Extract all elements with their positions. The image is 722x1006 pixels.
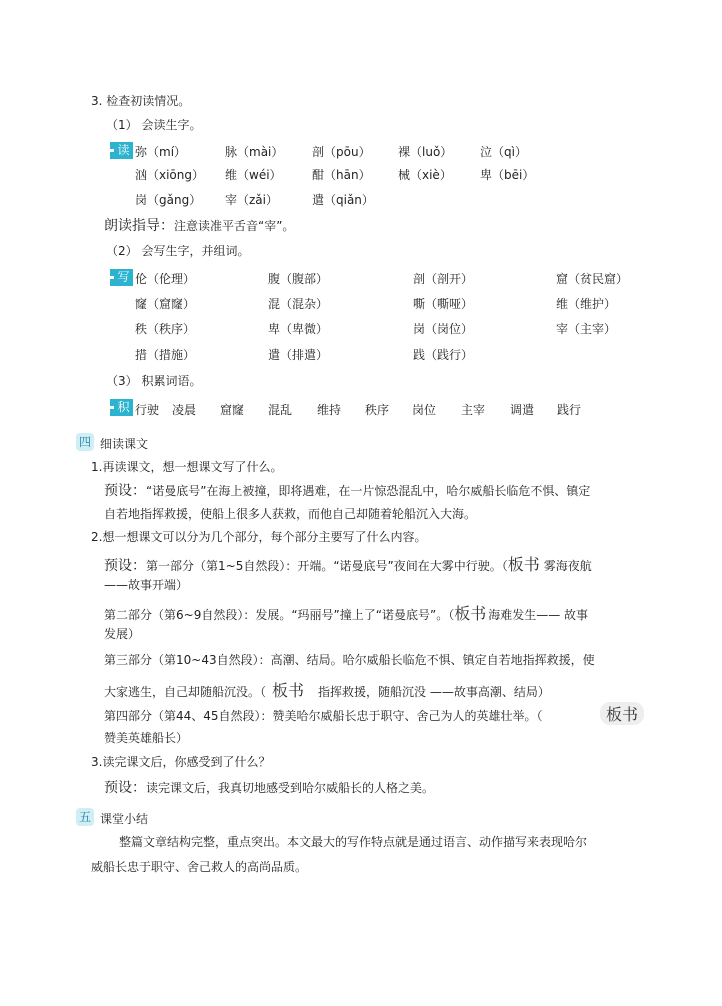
- pinyin-item: 遣（qiǎn）: [312, 193, 374, 207]
- vocab-item: 行驶: [135, 403, 160, 417]
- part-2-board: 海难发生—— 故事: [488, 608, 589, 622]
- board-label: 板书: [272, 681, 305, 700]
- word-item: 剖（剖开）: [413, 272, 474, 286]
- item-2-heading: （2） 会写生字，并组词。: [106, 244, 250, 258]
- pinyin-item: 剖（pōu）: [312, 145, 371, 159]
- section-4-title: 细读课文: [100, 437, 149, 451]
- word-item: 腹（腹部）: [268, 272, 329, 286]
- part-3-board: 指挥救援，随船沉没 ——故事高潮、结局）: [318, 685, 550, 699]
- word-item: 嘶（嘶哑）: [413, 297, 474, 311]
- vocab-item: 维持: [317, 403, 342, 417]
- pinyin-item: 维（wéi）: [225, 168, 282, 182]
- reading-guide: [104, 215, 294, 235]
- part-3-text: 大家逃生，自己却随船沉没。（: [104, 685, 267, 699]
- part-2-text: 第二部分（第6~9自然段）：发展。“玛丽号”撞上了“诺曼底号”。（: [104, 608, 455, 622]
- word-item: 秩（秩序）: [135, 322, 196, 336]
- pinyin-item: 脉（mài）: [225, 145, 284, 159]
- board-label: 板书: [454, 604, 487, 623]
- answer-1: [104, 480, 590, 500]
- word-item: 卑（卑微）: [268, 322, 329, 336]
- part-3-line2: [104, 678, 550, 701]
- vocab-item: 混乱: [268, 403, 293, 417]
- vocab-item: 践行: [557, 403, 582, 417]
- part-1-text: 第一部分（第1~5自然段）：开端。“诺曼底号”夜间在大雾中行驶。（: [146, 559, 508, 573]
- word-item: 伦（伦理）: [135, 272, 196, 286]
- word-item: 岗（岗位）: [413, 322, 474, 336]
- vocab-item: 凌晨: [172, 403, 197, 417]
- vocab-item: 秩序: [365, 403, 390, 417]
- item-3-heading: （3） 积累词语。: [106, 374, 202, 388]
- section-3-title: 3. 检查初读情况。: [91, 94, 191, 108]
- vocab-item: 岗位: [412, 403, 437, 417]
- guide-label: 朗读指导：: [104, 218, 174, 234]
- pinyin-item: 酣（hān）: [312, 168, 371, 182]
- pinyin-item: 弥（mí）: [135, 145, 187, 159]
- word-item: 践（践行）: [413, 348, 474, 362]
- word-item: 维（维护）: [556, 297, 617, 311]
- vocab-item: 窟窿: [220, 403, 245, 417]
- question-1: 1.再读课文，想一想课文写了什么。: [91, 460, 283, 474]
- section-4-number: 四: [76, 433, 94, 451]
- vocab-item: 主宰: [461, 403, 486, 417]
- pinyin-item: 卑（bēi）: [480, 168, 535, 182]
- part-3-line1: 第三部分（第10~43自然段）：高潮、结局。哈尔威船长临危不惧、镇定自若地指挥救援，使: [104, 653, 595, 667]
- guide-text: 注意读准平舌音“宰”。: [174, 219, 295, 233]
- word-item: 窿（窟窿）: [135, 297, 196, 311]
- vocab-item: 调遣: [510, 403, 535, 417]
- part-1-board: 雾海夜航: [543, 559, 592, 573]
- summary-line2: 威船长忠于职守、舍己救人的高尚品质。: [91, 860, 308, 874]
- pinyin-item: 宰（zǎi）: [225, 193, 278, 207]
- section-5-title: 课堂小结: [100, 812, 149, 826]
- accumulate-tag-icon: 积: [114, 399, 133, 416]
- pinyin-item: 泣（qì）: [480, 145, 527, 159]
- word-item: 窟（贫民窟）: [556, 272, 629, 286]
- part-1-line1: [104, 552, 592, 575]
- answer-3-label: 预设：: [104, 780, 146, 796]
- part-4-line2: 赞美英雄船长）: [104, 731, 189, 745]
- answer-3-text: 读完课文后，我真切地感受到哈尔威船长的人格之美。: [146, 781, 435, 795]
- word-item: 宰（主宰）: [556, 322, 617, 336]
- word-item: 措（措施）: [135, 348, 196, 362]
- question-3: 3.读完课文后，你感受到了什么？: [91, 755, 271, 769]
- board-label: 板书: [600, 702, 644, 725]
- answer-1-label: 预设：: [104, 483, 146, 499]
- word-item: 遣（排遣）: [268, 348, 329, 362]
- answer-3: [104, 777, 434, 797]
- pinyin-item: 裸（luǒ）: [398, 145, 453, 159]
- part-2-line1: [104, 601, 588, 624]
- answer-1-line2: 自若地指挥救援，使船上很多人获救，而他自己却随着轮船沉入大海。: [104, 507, 477, 521]
- pinyin-item: 岗（gǎng）: [135, 193, 202, 207]
- read-tag-icon: 读: [114, 142, 133, 159]
- pinyin-item: 汹（xiōng）: [135, 168, 205, 182]
- pinyin-item: 械（xiè）: [398, 168, 452, 182]
- part-4-line1: 第四部分（第44、45自然段）：赞美哈尔威船长忠于职守、舍己为人的英雄壮举。（: [104, 709, 543, 723]
- answer-2-label: 预设：: [104, 558, 146, 574]
- answer-1-line1: “诺曼底号”在海上被撞，即将遇难，在一片惊恐混乱中，哈尔威船长临危不惧、镇定: [146, 484, 591, 498]
- write-tag-icon: 写: [114, 269, 133, 286]
- question-2: 2.想一想课文可以分为几个部分，每个部分主要写了什么内容。: [91, 530, 427, 544]
- word-item: 混（混杂）: [268, 297, 329, 311]
- part-2-line2: 发展）: [104, 627, 141, 641]
- section-5-number: 五: [76, 808, 94, 826]
- item-1-heading: （1） 会读生字。: [106, 118, 202, 132]
- summary-line1: 整篇文章结构完整，重点突出。本文最大的写作特点就是通过语言、动作描写来表现哈尔: [119, 835, 588, 849]
- part-1-line2: ——故事开端）: [104, 578, 189, 592]
- board-label: 板书: [507, 555, 540, 574]
